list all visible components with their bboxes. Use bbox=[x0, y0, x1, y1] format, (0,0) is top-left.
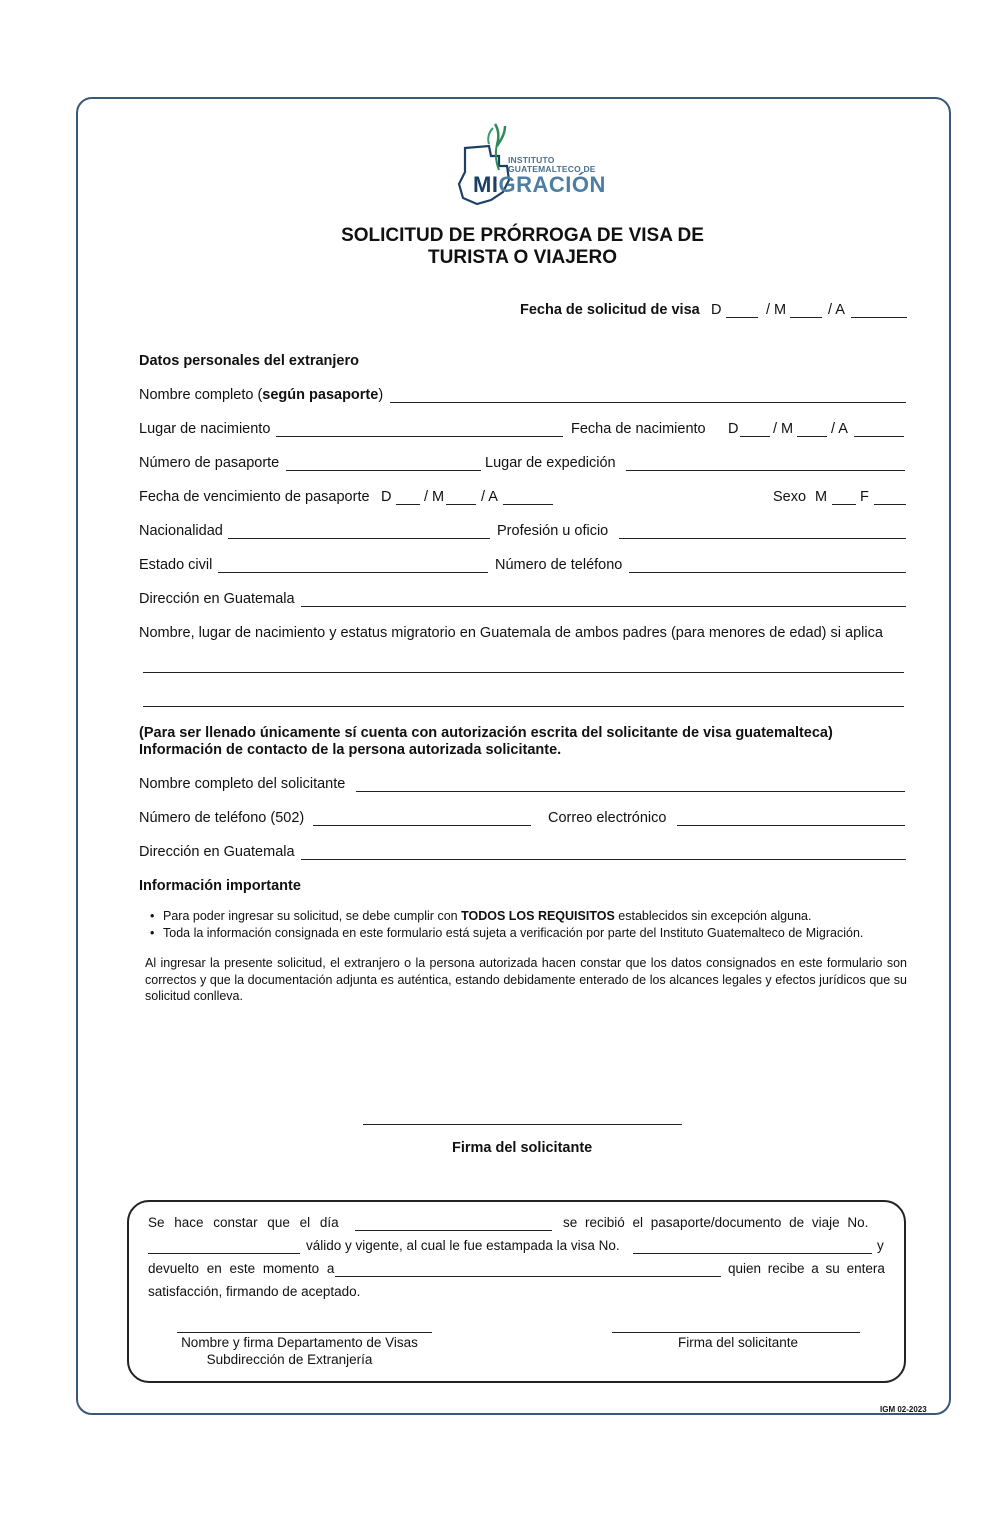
profession-field[interactable] bbox=[619, 538, 906, 539]
full-name-label bbox=[139, 387, 383, 403]
authorized-name-label: Nombre completo del solicitante bbox=[139, 776, 346, 792]
request-date-year-field[interactable] bbox=[851, 317, 907, 318]
logo-line2: GUATEMALTECO DE bbox=[508, 164, 596, 174]
logo-word-part2: GRACIÓN bbox=[498, 172, 606, 197]
requirements-list bbox=[150, 908, 863, 942]
receipt-passport-field[interactable] bbox=[148, 1253, 300, 1254]
full-name-label-bold: según pasaporte bbox=[262, 387, 379, 403]
birthplace-field[interactable] bbox=[276, 436, 563, 437]
authorized-address-label: Dirección en Guatemala bbox=[139, 844, 295, 860]
logo-word-part1: MI bbox=[473, 172, 499, 197]
requirement-bullet-1 bbox=[150, 908, 863, 925]
receipt-visa-field[interactable] bbox=[633, 1253, 872, 1254]
address-label: Dirección en Guatemala bbox=[139, 591, 295, 607]
requirement-bullet-2: • Toda la información consignada en este formulario está sujeta a verificación por parte del Instituto Guatemalteco de Migración. bbox=[150, 925, 863, 942]
form-code: IGM 02-2023 bbox=[880, 1405, 927, 1414]
bullet1-text-b: establecidos sin excepción alguna. bbox=[614, 909, 812, 923]
birthdate-year-field[interactable] bbox=[854, 436, 904, 437]
passport-number-field[interactable] bbox=[286, 470, 481, 471]
authorized-phone-label: Número de teléfono (502) bbox=[139, 810, 305, 826]
request-date-day-field[interactable] bbox=[726, 317, 758, 318]
parents-label: Nombre, lugar de nacimiento y estatus migratorio en Guatemala de ambos padres (para menores de edad) si aplica bbox=[139, 625, 883, 641]
receipt-l2-b: y bbox=[877, 1238, 884, 1253]
migracion-logo bbox=[455, 120, 606, 210]
receipt-l2-a: válido y vigente, al cual le fue estampada la visa No. bbox=[306, 1238, 620, 1253]
full-name-label-b: ) bbox=[378, 387, 384, 403]
expiry-year-field[interactable] bbox=[503, 504, 553, 505]
parents-field-line1[interactable] bbox=[143, 672, 904, 673]
visa-department-signature-label-2: Subdirección de Extranjería bbox=[206, 1352, 373, 1367]
bullet1-text-a: Para poder ingresar su solicitud, se debe cumplir con bbox=[163, 909, 462, 923]
nationality-field[interactable] bbox=[228, 538, 490, 539]
receipt-l1-a: Se hace constar que el día bbox=[148, 1215, 339, 1230]
request-date-month-field[interactable] bbox=[790, 317, 822, 318]
important-info-heading: Información importante bbox=[139, 878, 301, 894]
authorized-heading-line1: (Para ser llenado únicamente sí cuenta con autorización escrita del solicitante de visa guatemalteca) bbox=[139, 725, 833, 741]
form-title-line2: TURISTA O VIAJERO bbox=[428, 247, 617, 268]
phone-label: Número de teléfono bbox=[495, 557, 623, 573]
birthdate-a: / A bbox=[831, 421, 848, 437]
nationality-label: Nacionalidad bbox=[139, 523, 223, 539]
receipt-applicant-signature-line[interactable] bbox=[612, 1332, 860, 1333]
sex-label: Sexo bbox=[773, 489, 807, 505]
authorized-address-field[interactable] bbox=[301, 859, 906, 860]
marital-status-field[interactable] bbox=[218, 572, 488, 573]
birthdate-day-field[interactable] bbox=[740, 436, 770, 437]
expiry-month-field[interactable] bbox=[446, 504, 476, 505]
full-name-field[interactable] bbox=[390, 402, 906, 403]
marital-status-label: Estado civil bbox=[139, 557, 213, 573]
receipt-applicant-signature-label: Firma del solicitante bbox=[677, 1335, 799, 1350]
authorized-phone-field[interactable] bbox=[313, 825, 531, 826]
legal-declaration-paragraph: Al ingresar la presente solicitud, el extranjero o la persona autorizada hacen constar que los datos consignados en este formulario son correctos y que la documentación adjunta es auténtica, estando debidamente enterado de los alcances legales y efectos jurídicos que su solicitud conlleva. bbox=[145, 956, 907, 1003]
request-date-m: / M bbox=[766, 302, 787, 318]
receipt-l3-a: devuelto en este momento a bbox=[148, 1261, 335, 1276]
applicant-signature-line[interactable] bbox=[363, 1124, 682, 1125]
passport-expiry-label: Fecha de vencimiento de pasaporte bbox=[139, 489, 370, 505]
phone-field[interactable] bbox=[629, 572, 906, 573]
issue-place-field[interactable] bbox=[626, 470, 905, 471]
expiry-d: D bbox=[381, 489, 392, 505]
logo-wordmark bbox=[473, 172, 606, 198]
bullet1-text-bold: TODOS LOS REQUISITOS bbox=[461, 909, 615, 923]
authorized-heading-line2: Información de contacto de la persona autorizada solicitante. bbox=[139, 742, 562, 758]
personal-data-heading: Datos personales del extranjero bbox=[139, 353, 359, 369]
request-date-a: / A bbox=[828, 302, 845, 318]
profession-label: Profesión u oficio bbox=[497, 523, 609, 539]
birthdate-label: Fecha de nacimiento bbox=[571, 421, 706, 437]
birthplace-label: Lugar de nacimiento bbox=[139, 421, 271, 437]
passport-number-label: Número de pasaporte bbox=[139, 455, 280, 471]
receipt-l1-b: se recibió el pasaporte/documento de viaje No. bbox=[563, 1215, 869, 1230]
form-title-line1: SOLICITUD DE PRÓRROGA DE VISA DE bbox=[341, 225, 704, 246]
expiry-m: / M bbox=[424, 489, 445, 505]
receipt-recipient-field[interactable] bbox=[335, 1276, 721, 1277]
sex-m: M bbox=[815, 489, 828, 505]
applicant-signature-label: Firma del solicitante bbox=[452, 1140, 593, 1156]
authorized-email-label: Correo electrónico bbox=[548, 810, 667, 826]
address-field[interactable] bbox=[301, 606, 906, 607]
birthdate-m: / M bbox=[773, 421, 794, 437]
birthdate-d: D bbox=[728, 421, 739, 437]
receipt-l3-b: quien recibe a su entera bbox=[728, 1261, 885, 1276]
sex-f: F bbox=[860, 489, 869, 505]
visa-department-signature-label-1: Nombre y firma Departamento de Visas bbox=[181, 1335, 418, 1350]
sex-m-field[interactable] bbox=[832, 504, 856, 505]
full-name-label-a: Nombre completo ( bbox=[139, 387, 263, 403]
request-date-label: Fecha de solicitud de visa bbox=[520, 302, 700, 318]
birthdate-month-field[interactable] bbox=[797, 436, 827, 437]
sex-f-field[interactable] bbox=[874, 504, 906, 505]
visa-department-signature-line[interactable] bbox=[177, 1332, 432, 1333]
receipt-date-field[interactable] bbox=[355, 1230, 552, 1231]
request-date-d: D bbox=[711, 302, 722, 318]
receipt-l4: satisfacción, firmando de aceptado. bbox=[148, 1284, 361, 1299]
expiry-day-field[interactable] bbox=[396, 504, 420, 505]
issue-place-label: Lugar de expedición bbox=[485, 455, 616, 471]
parents-field-line2[interactable] bbox=[143, 706, 904, 707]
authorized-email-field[interactable] bbox=[677, 825, 905, 826]
authorized-name-field[interactable] bbox=[356, 791, 905, 792]
logo-line1: INSTITUTO bbox=[508, 155, 555, 165]
expiry-a: / A bbox=[481, 489, 498, 505]
